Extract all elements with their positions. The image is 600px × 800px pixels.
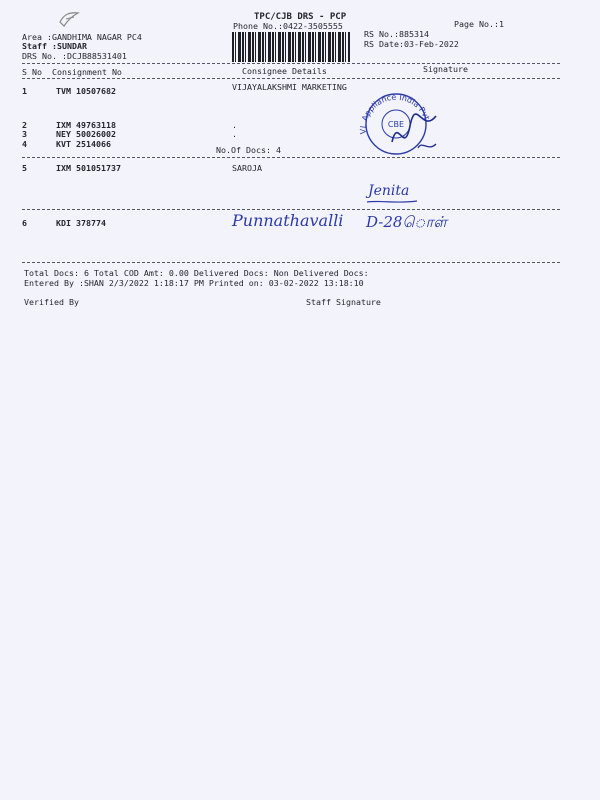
phone-number: Phone No.:0422-3505555	[233, 21, 343, 31]
row1-signature-date	[418, 144, 436, 148]
row5-signature: Jenita	[368, 183, 410, 199]
row-consignee: SAROJA	[232, 163, 262, 173]
entered-printed-info: Entered By :SHAN 2/3/2022 1:18:17 PM Printed on: 03-02-2022 13:18:10	[24, 278, 364, 288]
stamp-ring-text: VL Appliance India Pvt	[358, 92, 432, 135]
row-sno: 5	[22, 163, 27, 173]
doc-title: TPC/CJB DRS - PCP	[254, 12, 347, 22]
col-consignment: Consignment No	[52, 67, 122, 77]
divider	[22, 63, 560, 64]
row-sno: 3	[22, 129, 27, 139]
row-sno: 6	[22, 218, 27, 228]
staff-signature-label: Staff Signature	[306, 297, 381, 307]
totals-summary: Total Docs: 6 Total COD Amt: 0.00 Delivered Docs: Non Delivered Docs:	[24, 268, 369, 278]
divider	[22, 78, 560, 79]
rs-number: RS No.:885314	[364, 29, 429, 39]
row-consignee: .	[232, 129, 237, 139]
row-consignee: .	[232, 120, 237, 130]
barcode	[232, 32, 350, 62]
row-sno: 1	[22, 86, 27, 96]
page-number: Page No.:1	[454, 19, 504, 29]
row-consignment: NEY 50026002	[56, 129, 116, 139]
drs-number: DRS No. :DCJB88531401	[22, 51, 127, 61]
rs-date: RS Date:03-Feb-2022	[364, 39, 459, 49]
row-consignment: IXM 49763118	[56, 120, 116, 130]
company-stamp	[352, 86, 440, 156]
company-logo-icon	[58, 10, 80, 28]
row-consignment: TVM 10507682	[56, 86, 116, 96]
col-consignee: Consignee Details	[242, 66, 327, 76]
row5-signature-underline	[366, 199, 418, 205]
row-consignment: KVT 2514066	[56, 139, 111, 149]
divider	[22, 157, 560, 158]
row-consignment: IXM 501051737	[56, 163, 121, 173]
row-sno: 4	[22, 139, 27, 149]
staff-label: Staff :SUNDAR	[22, 41, 87, 51]
row-sno: 2	[22, 120, 27, 130]
no-of-docs: No.Of Docs: 4	[216, 145, 281, 155]
stamp-center-text: CBE	[387, 120, 405, 129]
col-sno: S No	[22, 67, 42, 77]
row6-recipient-name: Punnathavalli	[232, 211, 344, 230]
row6-handwritten-note: D-28ொள்	[366, 213, 447, 231]
row-consignment: KDI 378774	[56, 218, 106, 228]
verified-by-label: Verified By	[24, 297, 79, 307]
col-signature: Signature	[423, 64, 468, 74]
divider	[22, 262, 560, 263]
area-label: Area :GANDHIMA NAGAR PC4	[22, 32, 142, 42]
divider	[22, 209, 560, 210]
row-consignee: VIJAYALAKSHMI MARKETING	[232, 82, 347, 92]
